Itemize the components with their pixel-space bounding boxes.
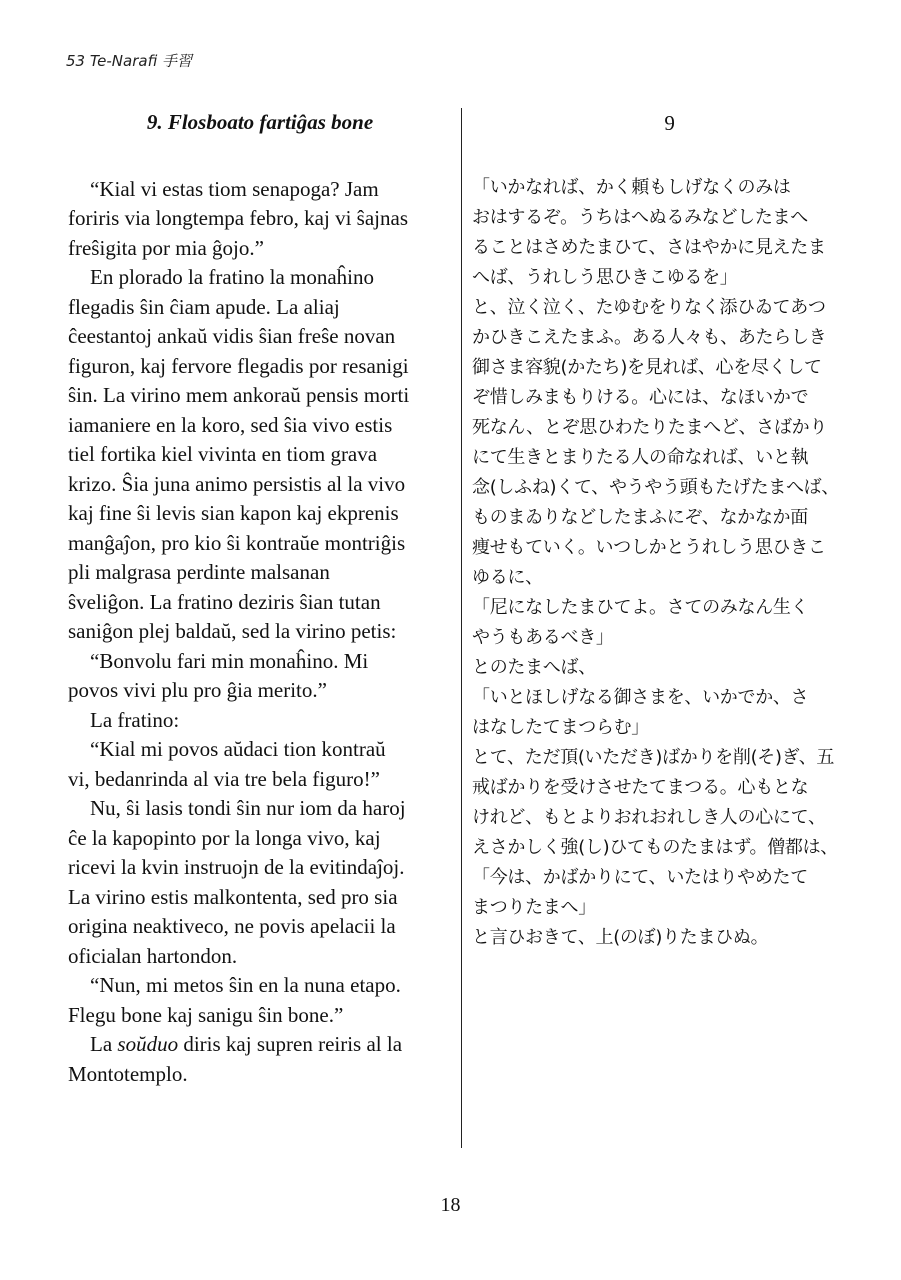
esperanto-paragraph: “Kial vi estas tiom senapoga? Jam foriris via longtempa febro, kaj vi ŝajnas freŝigita por mia ĝojo.”: [68, 176, 408, 260]
japanese-paragraph: 「尼になしたまひてよ。さてのみなん生く やうもあるべき」: [472, 597, 809, 648]
japanese-paragraph: 「いかなれば、かく頼もしげなくのみは おはするぞ。うちはへぬるみなどしたまへ ることはさめたまひて、さはやかに見えたま へば、うれしう思ひきこゆるを」: [472, 177, 826, 288]
esperanto-paragraph: La fratino:: [90, 707, 180, 732]
text-run: La: [90, 1032, 118, 1056]
page-number: 18: [440, 1194, 461, 1216]
japanese-paragraph: 「今は、かばかりにて、いたはりやめたて まつりたまへ」: [472, 867, 808, 918]
column-divider: [461, 108, 462, 1148]
japanese-paragraph: 「いとほしげなる御さまを、いかでか、さ はなしたてまつらむ」: [472, 687, 809, 738]
esperanto-paragraph: “Bonvolu fari min monaĥino. Mi povos vivi plu pro ĝia merito.”: [68, 648, 369, 702]
esperanto-paragraph: En plorado la fratino la monaĥino flegadis ŝin ĉiam apude. La aliaj ĉeestantoj ankaŭ vidis ŝian freŝe novan figuron, kaj fervore flegadis por resanigi ŝin. La virino mem ankoraŭ pensis morti iamaniere en la koro, sed ŝia vivo estis tiel fortika kiel vivinta en tiom grava krizo. Ŝia juna animo persistis al la vivo kaj fine ŝi levis sian kapon kaj ekprenis manĝaĵon, pro kio ŝi kontraŭe montriĝis pli malgrasa perdinte malsanan ŝveliĝon. La fratino deziris ŝian tutan saniĝon plej baldaŭ, sed la virino petis:: [68, 265, 410, 643]
esperanto-paragraph: Nu, ŝi lasis tondi ŝin nur iom da haroj ĉe la kapopinto por la longa vivo, kaj ricevi la kvin instruojn de la evitindaĵoj. La virino estis malkontenta, sed pro sia origina neaktiveco, ne povis apelacii la oficialan hartondon.: [68, 796, 406, 968]
japanese-paragraph: とのたまへば、: [472, 657, 596, 678]
japanese-paragraph: と言ひおきて、上(のぼ)りたまひぬ。: [472, 927, 769, 948]
text-run: diris kaj supren reiris al la Montotemplo.: [68, 1032, 403, 1086]
chapter-title: 9. Flosboato fartiĝas bone: [146, 110, 374, 134]
japanese-column: [472, 108, 867, 953]
esperanto-column: [68, 108, 452, 1089]
japanese-paragraph: と、泣く泣く、たゆむをりなく添ひゐてあつ かひきこえたまふ。ある人々も、あたらしき 御さま容貌(かたち)を見れば、心を尽くして ぞ惜しみまもりける。心には、なほいかで 死なん、とぞ思ひわたりたまへど、さばかり にて生きとまりたる人の命なれば、いと執 念(しふね)くて、やうやう頭もたげたまへば、 ものまゐりなどしたまふにぞ、なかなか面 痩せもていく。いつしかとうれしう思ひきこ ゆるに、: [472, 297, 840, 588]
esperanto-paragraph-last: [68, 1030, 452, 1089]
esperanto-paragraph: “Nun, mi metos ŝin en la nuna etapo. Flegu bone kaj sanigu ŝin bone.”: [68, 973, 401, 1027]
section-number: 9: [664, 111, 675, 135]
running-header: 53 Te-Narafi 手習: [66, 52, 193, 70]
japanese-paragraph: とて、ただ頂(いただき)ばかりを削(そ)ぎ、五 戒ばかりを受けさせたてまつる。心もとな けれど、もとよりおれおれしき人の心にて、 えさかしく強(し)ひてものたまはず。僧都は、: [472, 747, 839, 858]
esperanto-paragraph: “Kial mi povos aŭdaci tion kontraŭ vi, bedanrinda al via tre bela figuro!”: [68, 737, 386, 791]
italic-term: soŭduo: [117, 1032, 179, 1056]
